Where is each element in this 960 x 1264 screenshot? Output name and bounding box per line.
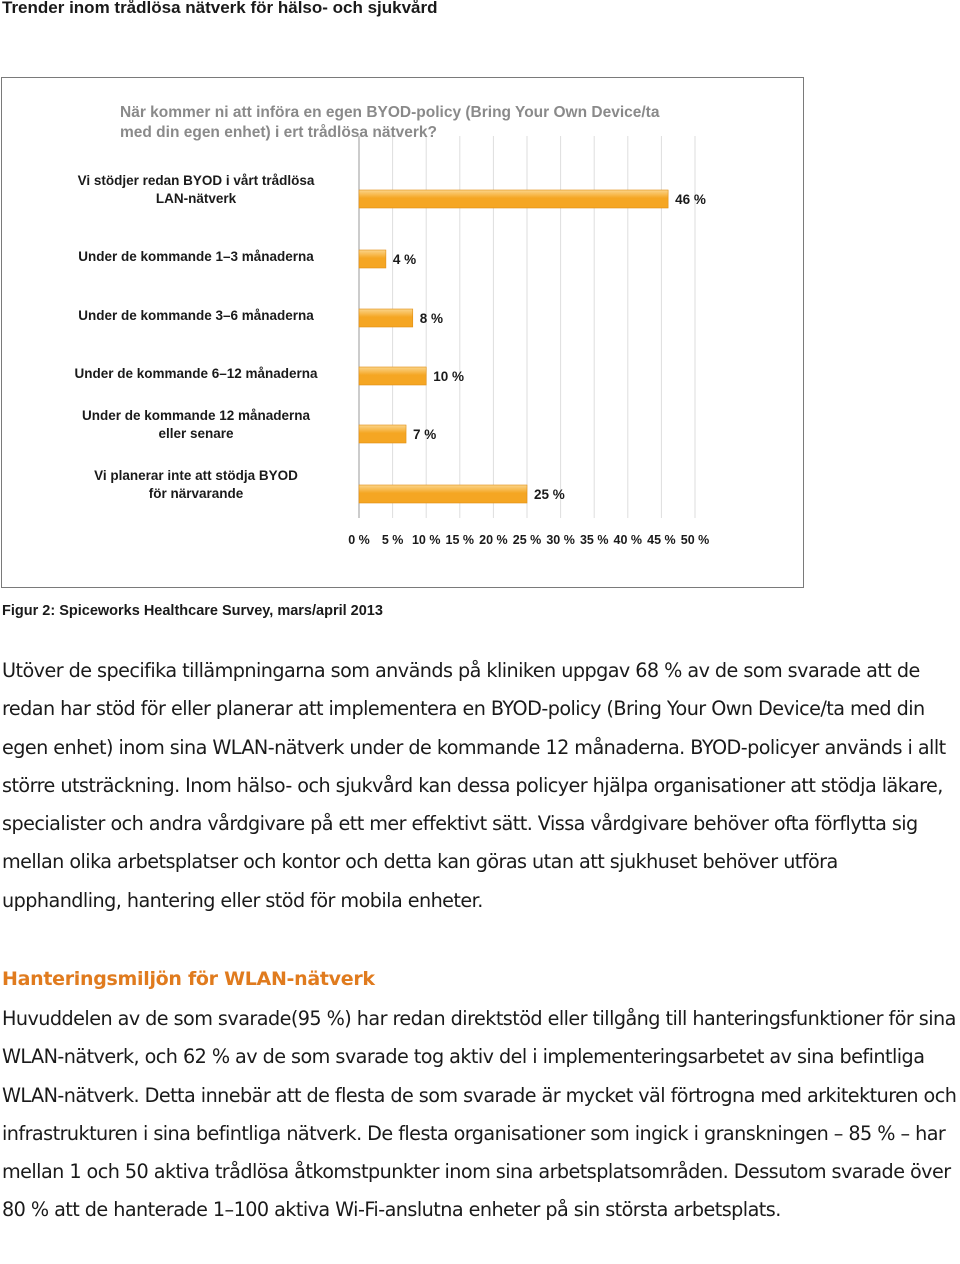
body-paragraph-2: Huvuddelen av de som svarade(95 %) har redan direktstöd eller tillgång till hanteringsfunktioner för sina WLAN-nätverk, och 62 % av de som svarade tog aktiv del i implementeringsarbetet av sina befintliga WLAN-nätverk. Detta innebär att de flesta de som svarade är mycket väl förtrogna med arkitekturen och infrastrukturen i sina befintliga nätverk. De flesta organisationer som ingick i granskningen – 85 % – har mellan 1 och 50 aktiva trådlösa åtkomstpunkter inom sina arbetsplatsområden. Dessutom svarade över 80 % att de hanterade 1–100 aktiva Wi-Fi-anslutna enheter på sin största arbetsplats. [2,1007,957,1222]
category-label-line: Under de kommande 3–6 månaderna [78,308,314,323]
category-label-line: Under de kommande 12 månaderna [81,408,311,423]
category-label [46,307,346,325]
category-label-line: för närvarande [148,486,244,501]
x-tick-label: 40 % [613,533,643,547]
bar [359,190,668,208]
category-label [46,407,346,443]
category-label-line: LAN-nätverk [155,191,237,206]
bar [359,485,527,503]
category-label [46,365,346,383]
category-label [46,248,346,266]
category-label [46,172,346,208]
category-label-line: Vi stödjer redan BYOD i vårt trådlösa [77,173,315,188]
category-label-line: Under de kommande 6–12 månaderna [74,366,318,381]
x-tick-label: 0 % [348,533,370,547]
data-label: 10 % [433,369,464,384]
document-title: Trender inom trådlösa nätverk för hälso- och sjukvård [2,0,438,17]
x-tick-label: 45 % [647,533,676,547]
bar [359,425,406,443]
x-tick-label: 10 % [411,533,441,547]
data-label: 7 % [413,427,437,442]
x-tick-label: 50 % [680,533,710,547]
body-paragraph-1: Utöver de specifika tillämpningarna som används på kliniken uppgav 68 % av de som svarade att de redan har stöd för eller planerar att implementera en BYOD-policy (Bring Your Own Device/ta med din egen enhet) inom sina WLAN-nätverk under de kommande 12 månaderna. BYOD-policyer används i allt större utsträckning. Inom hälso- och sjukvård kan dessa policyer hjälpa organisationer att stödja läkare, specialister och andra vårdgivare på ett mer effektivt sätt. Vissa vårdgivare behöver ofta förflytta sig mellan olika arbetsplatser och kontor och detta kan göras utan att sjukhuset behöver utföra upphandling, hantering eller stöd för mobila enheter. [2,659,946,912]
bar [359,309,413,327]
x-tick-label: 25 % [512,533,542,547]
bar-chart [2,78,803,587]
category-label-line: eller senare [158,426,234,441]
x-tick-label: 15 % [445,533,475,547]
bar [359,367,426,385]
x-tick-label: 5 % [381,533,404,547]
category-label-line: Under de kommande 1–3 månaderna [78,249,314,264]
chart-title: När kommer ni att införa en egen BYOD-policy (Bring Your Own Device/ta med din egen enhet) i ert trådlösa nätverk? [120,104,660,141]
bar [359,250,386,268]
data-label: 25 % [534,487,565,502]
figure-caption: Figur 2: Spiceworks Healthcare Survey, mars/april 2013 [2,603,383,619]
category-label [46,467,346,503]
x-tick-label: 20 % [479,533,508,547]
data-label: 8 % [419,311,444,326]
x-tick-label: 30 % [546,533,575,547]
chart-frame [1,77,804,588]
section-heading: Hanteringsmiljön för WLAN-nätverk [2,968,375,990]
data-label: 4 % [392,252,417,267]
data-label: 46 % [675,192,706,207]
category-label-line: Vi planerar inte att stödja BYOD [94,468,298,483]
x-tick-label: 35 % [579,533,609,547]
